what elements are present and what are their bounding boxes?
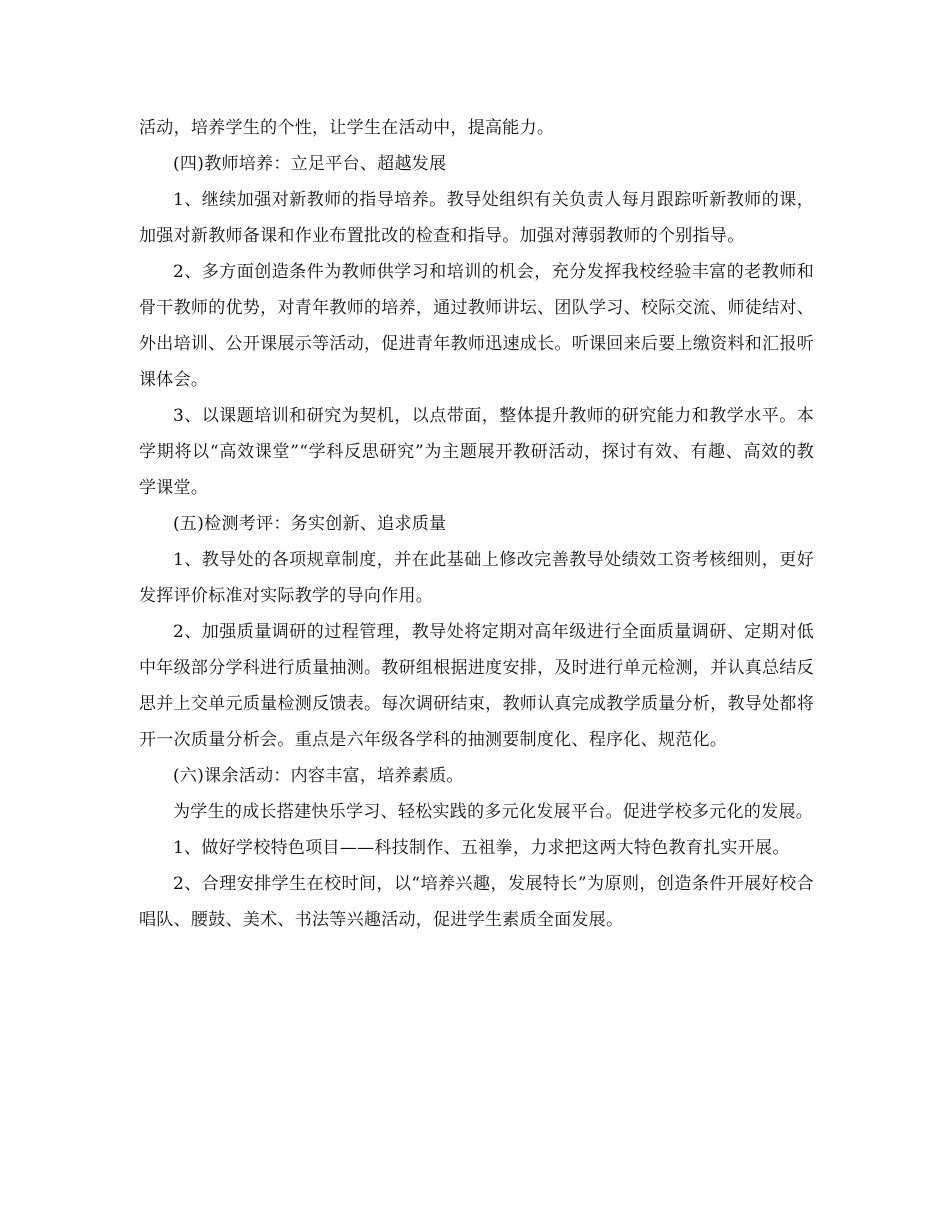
section-heading-extracurricular: (六)课余活动：内容丰富，培养素质。 — [173, 766, 464, 786]
paragraph: 2、多方面创造条件为教师供学习和培训的机会，充分发挥我校经验丰富的老教师和骨干教师的优势，对青年教师的培养，通过教师讲坛、团队学习、校际交流、师徒结对、外出培训、公开课展示等活动，促进青年教师迅速成长。听课回来后要上缴资料和汇报听课体会。 — [139, 262, 814, 390]
paragraph-continuation: 活动，培养学生的个性，让学生在活动中，提高能力。 — [139, 118, 555, 138]
paragraph: 1、教导处的各项规章制度，并在此基础上修改完善教导处绩效工资考核细则，更好发挥评价标准对实际教学的导向作用。 — [139, 550, 814, 606]
document-body — [139, 110, 814, 938]
section-heading-teacher-training: (四)教师培养：立足平台、超越发展 — [173, 154, 447, 174]
section-heading-assessment: (五)检测考评：务实创新、追求质量 — [173, 514, 447, 534]
paragraph: 2、加强质量调研的过程管理，教导处将定期对高年级进行全面质量调研、定期对低中年级部分学科进行质量抽测。教研组根据进度安排，及时进行单元检测，并认真总结反思并上交单元质量检测反馈表。每次调研结束，教师认真完成教学质量分析，教导处都将开一次质量分析会。重点是六年级各学科的抽测要制度化、程序化、规范化。 — [139, 622, 814, 750]
paragraph: 1、继续加强对新教师的指导培养。教导处组织有关负责人每月跟踪听新教师的课，加强对新教师备课和作业布置批改的检查和指导。加强对薄弱教师的个别指导。 — [139, 190, 814, 246]
paragraph: 为学生的成长搭建快乐学习、轻松实践的多元化发展平台。促进学校多元化的发展。 — [173, 802, 814, 822]
paragraph: 3、以课题培训和研究为契机，以点带面，整体提升教师的研究能力和教学水平。本学期将以“高效课堂”“学科反思研究”为主题展开教研活动，探讨有效、有趣、高效的教学课堂。 — [139, 406, 814, 498]
paragraph: 2、合理安排学生在校时间，以“培养兴趣，发展特长”为原则，创造条件开展好校合唱队、腰鼓、美术、书法等兴趣活动，促进学生素质全面发展。 — [139, 874, 814, 930]
paragraph: 1、做好学校特色项目——科技制作、五祖拳，力求把这两大特色教育扎实开展。 — [173, 838, 790, 858]
